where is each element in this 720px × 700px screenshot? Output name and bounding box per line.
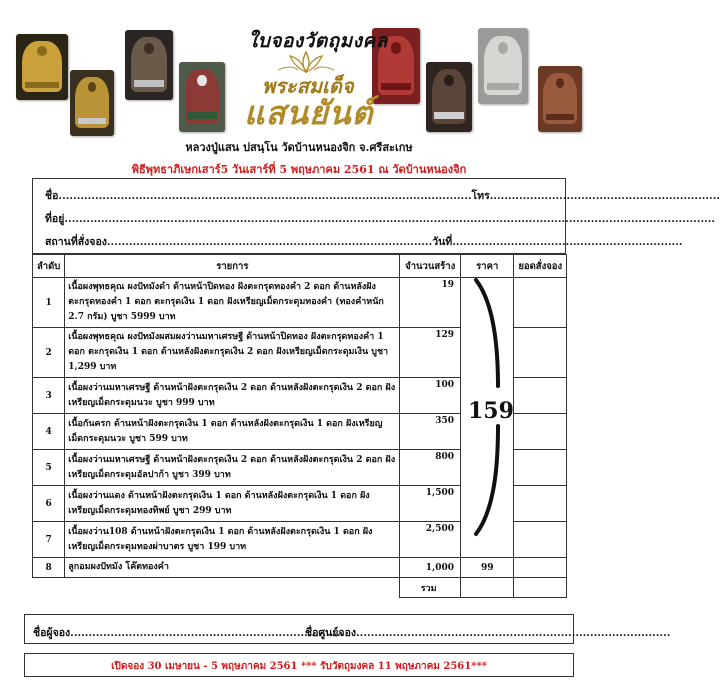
amulet-image-black: [125, 30, 173, 100]
table-row: 7 เนื้อผงว่าน108 ด้านหน้าฝังตะกรุดเงิน 1 ดอก ด้านหลังฝังตะกรุดเงิน 1 ดอก ฝังเหรียญเม็ดกระดุมทองผ่าบาตร บูชา 199 บาท 2,500: [33, 522, 567, 558]
order-cell[interactable]: [514, 378, 567, 414]
order-cell[interactable]: [514, 522, 567, 558]
table-header-row: [33, 255, 567, 278]
customer-info-box: [32, 178, 720, 254]
table-row: 8 ลูกอมผงปัทมัง โค๊ตทองคำ 1,000 99: [33, 558, 567, 578]
logo-text-top: พระสมเด็จ: [262, 74, 354, 98]
header-price: ราคา: [460, 255, 514, 278]
table-row: 4 เนื้อกันครก ด้านหน้าฝังตะกรุดเงิน 1 ดอก ด้านหลังฝังตะกรุดเงิน 1 ดอก ฝังเหรียญเม็ดกระดุมนวะ บูชา 599 บาท 350: [33, 414, 567, 450]
booking-center-field[interactable]: ชื่อศูนย์จอง......................................................................................: [305, 627, 671, 639]
amulet-image-white: [478, 28, 528, 104]
address-field[interactable]: ที่อยู่..................................................................................................................................................................................: [45, 213, 716, 225]
name-phone-field[interactable]: ชื่อ.................................................................................................................โทร...............................................................: [45, 190, 720, 202]
footer-box: [24, 653, 574, 677]
temple-subtitle: หลวงปู่แสน ปสนฺโน วัดบ้านหนองจิก จ.ศรีสะเกษ: [185, 141, 413, 154]
order-cell[interactable]: [514, 486, 567, 522]
price-cell: 99: [460, 558, 514, 578]
signature-box: [24, 614, 671, 644]
order-place-date-field[interactable]: สถานที่สั่งจอง.........................................................................................วันที่...............................................................: [45, 236, 683, 248]
order-cell[interactable]: [514, 558, 567, 578]
merged-price-value: 159: [468, 398, 514, 424]
order-cell[interactable]: [514, 414, 567, 450]
document-title: ใบจองวัตถุมงคล: [248, 30, 388, 52]
table-row: 6 เนื้อผงว่านแดง ด้านหน้าฝังตะกรุดเงิน 1 ดอก ด้านหลังฝังตะกรุดเงิน 1 ดอก ฝังเหรียญเม็ดกระดุมทองทิพย์ บูชา 299 บาท 1,500: [33, 486, 567, 522]
order-cell[interactable]: [514, 328, 567, 378]
logo-text-main: แสนยันต์: [244, 94, 374, 132]
booker-name-field[interactable]: ชื่อผู้จอง...........................................................................: [33, 627, 345, 639]
total-label: รวม: [400, 578, 461, 598]
header-no: ลำดับ: [33, 255, 65, 278]
table-row: 2 เนื้อผงพุทธคุณ ผงปัทมังผสมผงว่านมหาเศรษฐี ด้านหน้าปิดทอง ฝังตะกรุดทองคำ 1 ดอก ตะกรุดเงิน 1 ดอก ด้านหลังฝังตะกรุดเงิน 2 ดอก ฝังเหรียญเม็ดกระดุมเงิน บูชา 1,299 บาท 129: [33, 328, 567, 378]
amulet-image-green-red: [179, 62, 225, 132]
total-row: [33, 578, 567, 598]
table-row: 3 เนื้อผงว่านมหาเศรษฐี ด้านหน้าฝังตะกรุดเงิน 2 ดอก ด้านหลังฝังตะกรุดเงิน 2 ดอก ฝังเหรียญเม็ดกระดุมนวะ บูชา 999 บาท 100: [33, 378, 567, 414]
table-row: 5 เนื้อผงว่านมหาเศรษฐี ด้านหน้าฝังตะกรุดเงิน 2 ดอก ด้านหลังฝังตะกรุดเงิน 2 ดอก ฝังเหรียญเม็ดกระดุมอัลปาก้า บูชา 399 บาท 800: [33, 450, 567, 486]
amulet-image-dark-gold: [70, 70, 114, 136]
booking-period-note: เปิดจอง 30 เมษายน - 5 พฤษภาคม 2561 *** รับวัตถุมงคล 11 พฤษภาคม 2561***: [111, 661, 487, 672]
ceremony-date: พิธีพุทธาภิเษกเสาร์5 วันเสาร์ที่ 5 พฤษภาคม 2561 ณ วัดบ้านหนองจิก: [131, 163, 467, 176]
order-cell[interactable]: [514, 278, 567, 328]
header-item: รายการ: [65, 255, 400, 278]
amulet-image-brown: [538, 66, 582, 132]
amulet-image-dark-brown: [426, 62, 472, 132]
amulet-image-gold: [16, 34, 68, 100]
table-row: 1 เนื้อผงพุทธคุณ ผงปัทมังดำ ด้านหน้าปิดทอง ฝังตะกรุดทองคำ 2 ดอก ด้านหลังฝังตะกรุดทองคำ 1 ดอก ตะกรุดเงิน 1 ดอก ฝังเหรียญเม็ดกระดุมทองคำ (ทองคำหนัก 2.7 กรัม) บูชา 5999 บาท 19: [33, 278, 567, 328]
order-cell[interactable]: [514, 450, 567, 486]
header-quantity: จำนวนสร้าง: [400, 255, 461, 278]
total-cell[interactable]: [514, 578, 567, 598]
header-order: ยอดสั่งจอง: [514, 255, 567, 278]
